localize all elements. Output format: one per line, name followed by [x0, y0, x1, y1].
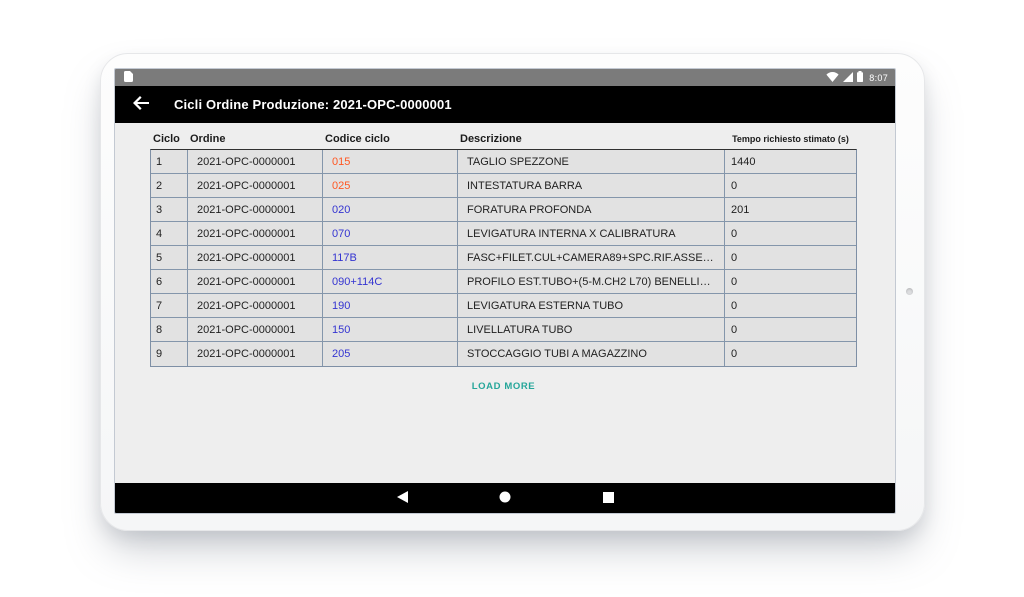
cell-tempo: 201 [731, 203, 750, 216]
nav-home-circle-icon [499, 491, 511, 506]
battery-icon [857, 69, 863, 87]
cell-tempo: 0 [731, 348, 738, 360]
column-header-ciclo: Ciclo [153, 132, 180, 145]
cell-descrizione: LEVIGATURA INTERNA X CALIBRATURA [458, 222, 725, 245]
cellular-signal-icon [843, 69, 853, 87]
cell-codice-ciclo[interactable]: 070 [323, 222, 458, 245]
cycles-table [150, 128, 857, 367]
status-time: 8:07 [869, 72, 888, 83]
column-header-ordine: Ordine [190, 132, 226, 145]
cell-codice-ciclo[interactable]: 117B [323, 246, 458, 269]
cell-descrizione: PROFILO EST.TUBO+(5-M.CH2 L70) BENELLI… [458, 270, 725, 293]
cell-ciclo: 9 [151, 342, 188, 366]
table-row[interactable] [151, 198, 856, 222]
cell-ciclo: 6 [151, 270, 188, 293]
table-row[interactable] [151, 318, 856, 342]
cell-codice-ciclo[interactable]: 150 [323, 318, 458, 341]
status-bar-right [826, 69, 888, 87]
cell-ordine: 2021-OPC-0000001 [188, 342, 323, 366]
cell-descrizione: STOCCAGGIO TUBI A MAGAZZINO [458, 342, 725, 366]
cell-ciclo: 4 [151, 222, 188, 245]
load-more-button[interactable]: LOAD MORE [464, 377, 543, 396]
nav-recents-button[interactable] [601, 491, 615, 505]
cell-descrizione: FORATURA PROFONDA [458, 198, 725, 221]
column-header-descrizione: Descrizione [460, 132, 522, 145]
cell-codice-ciclo[interactable]: 190 [323, 294, 458, 317]
tablet-screen [114, 68, 896, 514]
cell-codice-ciclo[interactable]: 015 [323, 150, 458, 173]
cell-ciclo: 3 [151, 198, 188, 221]
cell-ordine: 2021-OPC-0000001 [188, 150, 323, 173]
table-row[interactable] [151, 150, 856, 174]
column-header-codice-ciclo: Codice ciclo [325, 132, 390, 145]
cell-tempo: 0 [731, 179, 738, 192]
cell-ciclo: 2 [151, 174, 188, 197]
cell-tempo: 0 [731, 227, 738, 240]
table-body [150, 149, 857, 367]
cell-ciclo: 7 [151, 294, 188, 317]
nav-back-triangle-icon [397, 491, 408, 506]
cell-tempo: 0 [731, 275, 738, 288]
front-camera [906, 288, 913, 295]
load-more-container [150, 376, 857, 396]
table-row[interactable] [151, 294, 856, 318]
back-arrow-icon [133, 96, 149, 113]
tablet-device [100, 53, 925, 531]
cell-codice-ciclo[interactable]: 025 [323, 174, 458, 197]
status-bar [115, 69, 895, 86]
cell-ordine: 2021-OPC-0000001 [188, 294, 323, 317]
cell-descrizione: FASC+FILET.CUL+CAMERA89+SPC.RIF.ASSE… [458, 246, 725, 269]
app-bar [115, 86, 895, 123]
column-header-tempo: Tempo richiesto stimato (s) [732, 133, 849, 144]
nav-back-button[interactable] [395, 491, 409, 505]
wifi-icon [826, 69, 839, 87]
cell-codice-ciclo[interactable]: 205 [323, 342, 458, 366]
cell-ordine: 2021-OPC-0000001 [188, 318, 323, 341]
cell-ordine: 2021-OPC-0000001 [188, 174, 323, 197]
nav-home-button[interactable] [498, 491, 512, 505]
content-area [115, 123, 895, 483]
cell-ordine: 2021-OPC-0000001 [188, 222, 323, 245]
cell-descrizione: INTESTATURA BARRA [458, 174, 725, 197]
cell-codice-ciclo[interactable]: 090+114C [323, 270, 458, 293]
cell-ciclo: 5 [151, 246, 188, 269]
table-row[interactable] [151, 270, 856, 294]
cell-descrizione: LEVIGATURA ESTERNA TUBO [458, 294, 725, 317]
cell-codice-ciclo[interactable]: 020 [323, 198, 458, 221]
cell-ordine: 2021-OPC-0000001 [188, 246, 323, 269]
page-title: Cicli Ordine Produzione: 2021-OPC-0000001 [174, 97, 452, 112]
table-row[interactable] [151, 342, 856, 366]
back-button[interactable] [129, 93, 153, 117]
table-row[interactable] [151, 246, 856, 270]
navigation-bar [115, 483, 895, 513]
nav-recents-square-icon [603, 491, 614, 506]
cell-ordine: 2021-OPC-0000001 [188, 270, 323, 293]
table-row[interactable] [151, 222, 856, 246]
status-bar-left [124, 69, 133, 87]
table-header [150, 128, 857, 149]
cell-tempo: 0 [731, 251, 738, 264]
cell-tempo: 1440 [731, 155, 756, 168]
cell-descrizione: LIVELLATURA TUBO [458, 318, 725, 341]
cell-ordine: 2021-OPC-0000001 [188, 198, 323, 221]
table-row[interactable] [151, 174, 856, 198]
cell-ciclo: 8 [151, 318, 188, 341]
cell-tempo: 0 [731, 323, 738, 336]
notification-icon [124, 69, 133, 87]
cell-tempo: 0 [731, 299, 738, 312]
cell-descrizione: TAGLIO SPEZZONE [458, 150, 725, 173]
cell-ciclo: 1 [151, 150, 188, 173]
